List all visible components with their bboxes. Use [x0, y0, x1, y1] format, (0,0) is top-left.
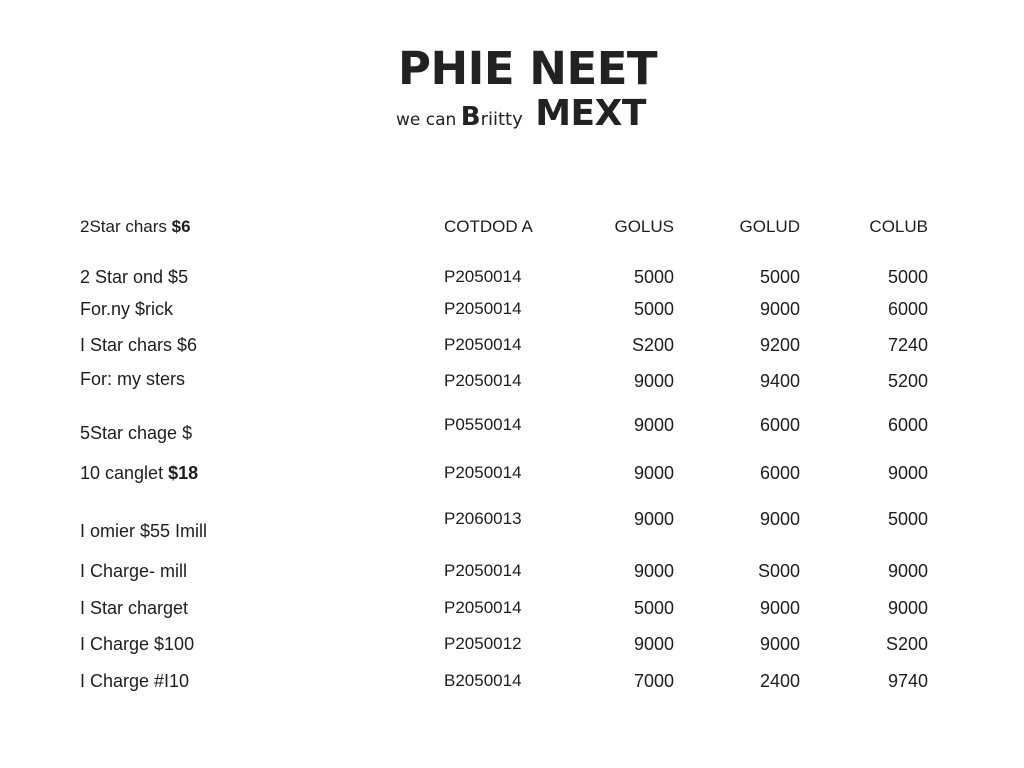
row-col3: 7240	[887, 335, 928, 355]
row-description	[80, 298, 400, 320]
row-description-text: I Charge $100	[80, 634, 195, 654]
row-description-text: I Charge- mill	[80, 561, 188, 581]
row-code: B2050014	[444, 671, 522, 690]
row-col3: 9000	[887, 463, 928, 483]
row-col1: 5000	[633, 299, 674, 319]
row-col2: 6000	[759, 415, 800, 435]
row-col2: 9400	[759, 371, 800, 391]
row-col2: 2400	[759, 671, 800, 691]
row-col1: 9000	[633, 509, 674, 529]
row-col3: 9000	[887, 598, 928, 618]
logo-subtitle-big: MEXT	[535, 93, 646, 134]
row-description-text: 2 Star ond $5	[80, 267, 189, 287]
logo-subtitle-rest: riitty	[480, 109, 523, 130]
row-description-text: I Star charget	[80, 598, 189, 618]
row-col1: S200	[631, 335, 674, 355]
header-code: COTDOD A	[444, 217, 533, 236]
row-description	[80, 560, 400, 582]
row-col2: 9000	[759, 598, 800, 618]
row-col2: 9200	[759, 335, 800, 355]
row-description	[80, 633, 400, 655]
row-description	[80, 670, 400, 692]
row-description	[80, 334, 400, 356]
row-col3: 6000	[887, 299, 928, 319]
row-col1: 9000	[633, 371, 674, 391]
row-col1: 9000	[633, 463, 674, 483]
row-description-text: I Star chars $6	[80, 335, 198, 355]
row-code: P2050014	[444, 267, 522, 286]
header-description-label: 2Star chars	[80, 217, 167, 236]
row-col2: S000	[757, 561, 800, 581]
row-description	[80, 266, 400, 288]
row-col1: 9000	[633, 634, 674, 654]
row-col2: 9000	[759, 509, 800, 529]
row-col2: 9000	[759, 634, 800, 654]
row-col3: 5000	[887, 267, 928, 287]
row-col1: 5000	[633, 598, 674, 618]
row-description	[80, 520, 400, 542]
row-description	[80, 462, 400, 484]
row-code: P0550014	[444, 415, 522, 434]
header-col2: GOLUD	[739, 217, 800, 236]
row-description-amount: $18	[168, 463, 199, 483]
row-col3: 5000	[887, 509, 928, 529]
row-description	[80, 368, 400, 390]
row-code: P2050014	[444, 598, 522, 617]
row-code: P2050014	[444, 561, 522, 580]
row-code: P2050012	[444, 634, 522, 653]
row-code: P2050014	[444, 463, 522, 482]
row-code: P2060013	[444, 509, 522, 528]
row-col3: 9000	[887, 561, 928, 581]
row-col1: 9000	[633, 415, 674, 435]
row-description-text: 10 canglet	[80, 463, 169, 483]
row-description	[80, 597, 400, 619]
logo-subtitle-word	[460, 102, 523, 132]
row-code: P2050014	[444, 299, 522, 318]
row-col1: 9000	[633, 561, 674, 581]
row-description-text: For.ny $rick	[80, 299, 174, 319]
row-code: P2050014	[444, 371, 522, 390]
row-col2: 5000	[759, 267, 800, 287]
header-description	[80, 216, 400, 238]
row-col2: 9000	[759, 299, 800, 319]
row-col1: 7000	[633, 671, 674, 691]
header-col3: COLUB	[869, 217, 928, 236]
row-description-text: I Charge #I10	[80, 671, 190, 691]
row-description-text: 5Star chage $	[80, 423, 193, 443]
logo-subtitle	[396, 93, 646, 134]
row-description-text: For: my sters	[80, 369, 186, 389]
logo-subtitle-small: we can	[396, 110, 457, 130]
header-description-amount: $6	[171, 217, 191, 236]
row-col3: 5200	[887, 371, 928, 391]
row-description	[80, 422, 400, 444]
row-col1: 5000	[633, 267, 674, 287]
row-col3: 9740	[887, 671, 928, 691]
logo-subtitle-cap: B	[460, 102, 481, 132]
logo	[0, 0, 1024, 160]
row-code: P2050014	[444, 335, 522, 354]
row-col3: S200	[885, 634, 928, 654]
header-col1: GOLUS	[614, 217, 674, 236]
row-col2: 6000	[759, 463, 800, 483]
row-col3: 6000	[887, 415, 928, 435]
row-description-text: I omier $55 Imill	[80, 521, 208, 541]
logo-title: PHIE NEET	[398, 42, 658, 95]
